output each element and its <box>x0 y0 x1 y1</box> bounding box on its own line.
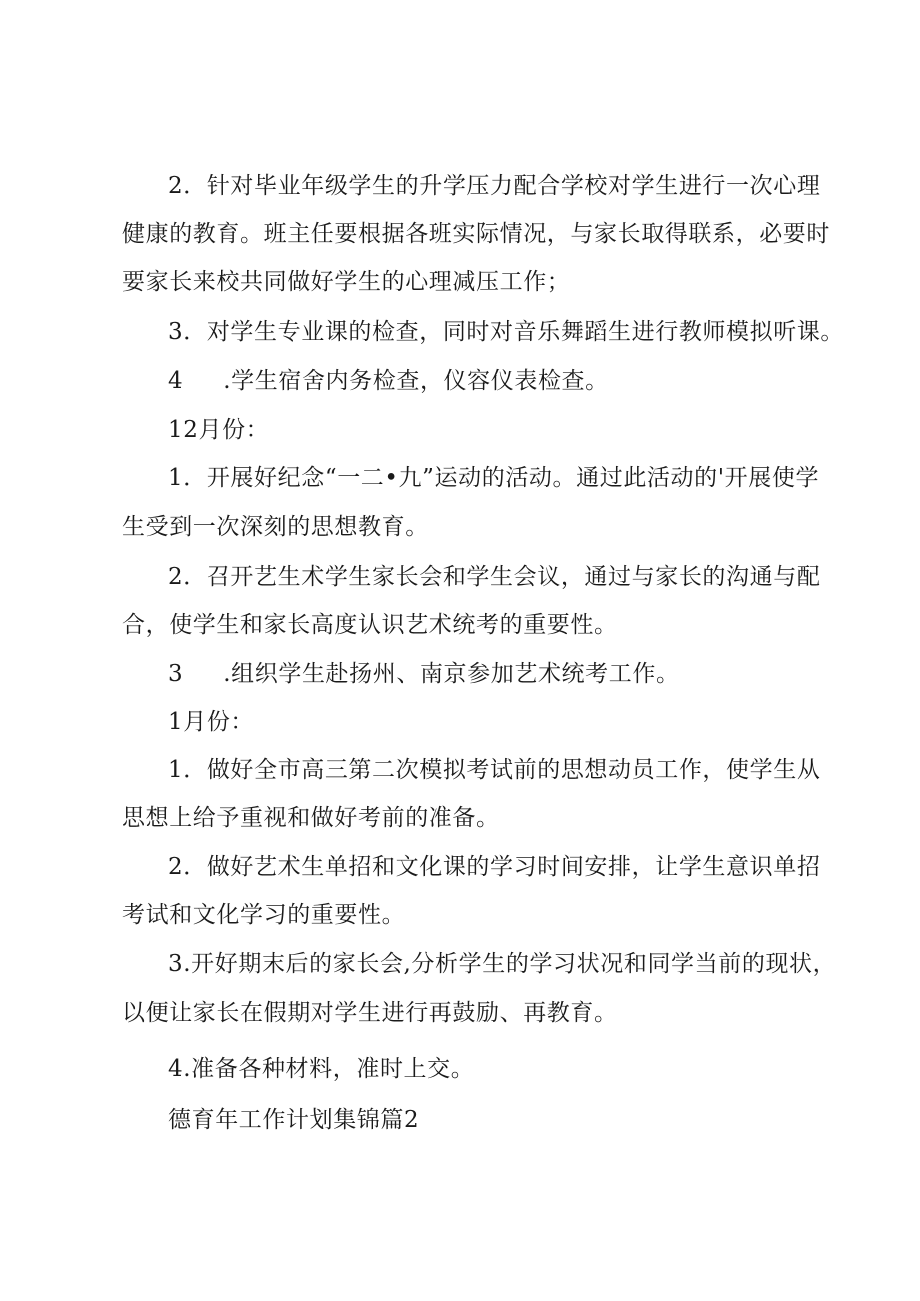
paragraph-line: 健康的教育。班主任要根据各班实际情况，与家长取得联系，必要时 <box>122 221 830 247</box>
paragraph-line: 要家长来校共同做好学生的心理减压工作； <box>122 269 571 295</box>
section-title: 德育年工作计划集锦篇2 <box>168 1107 420 1133</box>
paragraph-line: 2．召开艺生术学生家长会和学生会议，通过与家长的沟通与配 <box>168 564 821 590</box>
list-text: .组织学生赴扬州、南京参加艺术统考工作。 <box>223 661 680 687</box>
list-text: .学生宿舍内务检查，仪容仪表检查。 <box>223 368 609 394</box>
paragraph-line: 1．开展好纪念“一二•九”运动的活动。通过此活动的'开展使学 <box>168 465 820 491</box>
paragraph-line: 生受到一次深刻的思想教育。 <box>122 514 429 540</box>
section-heading: 12月份： <box>168 417 270 443</box>
paragraph-line: 思想上给予重视和做好考前的准备。 <box>122 805 500 831</box>
paragraph-line: 考试和文化学习的重要性。 <box>122 902 406 928</box>
paragraph-line: 3.开好期末后的家长会,分析学生的学习状况和同学当前的现状， <box>168 951 837 977</box>
paragraph-line: 合，使学生和家长高度认识艺术统考的重要性。 <box>122 612 618 638</box>
paragraph-line: 3．对学生专业课的检查，同时对音乐舞蹈生进行教师模拟听课。 <box>168 319 845 345</box>
section-heading: 1月份： <box>168 709 255 735</box>
list-number: 3 <box>168 661 184 687</box>
paragraph-line: 2．做好艺术生单招和文化课的学习时间安排，让学生意识单招 <box>168 854 821 880</box>
list-number: 4 <box>168 368 184 394</box>
paragraph-line: 4.准备各种材料，准时上交。 <box>168 1056 475 1082</box>
paragraph-line: 2．针对毕业年级学生的升学压力配合学校对学生进行一次心理 <box>168 173 821 199</box>
list-item <box>168 658 680 690</box>
paragraph-line: 以便让家长在假期对学生进行再鼓励、再教育。 <box>122 1000 618 1026</box>
paragraph-line: 1．做好全市高三第二次模拟考试前的思想动员工作，使学生从 <box>168 757 821 783</box>
list-item <box>168 365 609 397</box>
